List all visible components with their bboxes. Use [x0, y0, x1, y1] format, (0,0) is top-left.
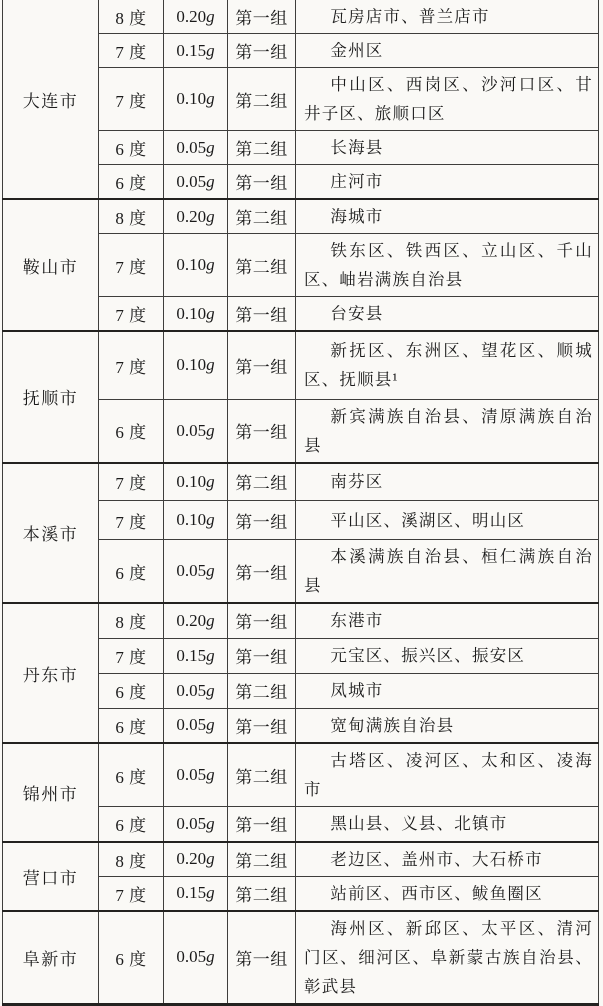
districts-cell: [296, 540, 599, 604]
districts-text: 凤城市: [330, 681, 384, 700]
districts-text: 海州区、新邱区、太平区、清河门区、细河区、阜新蒙古族自治县、彰武县: [304, 918, 593, 996]
acceleration-value: 0.10: [176, 303, 207, 323]
acceleration-value: 0.10: [176, 355, 207, 375]
design-group-cell: 第二组: [228, 68, 296, 131]
acceleration-unit: g: [206, 813, 215, 833]
design-group-cell: 第二组: [228, 199, 296, 234]
acceleration-value: 0.10: [176, 471, 207, 491]
intensity-degree-cell: 6 度: [99, 743, 164, 807]
acceleration-value: 0.20: [176, 610, 207, 630]
city-cell: 本溪市: [3, 463, 99, 604]
acceleration-unit: g: [206, 137, 215, 157]
acceleration-value: 0.20: [176, 849, 207, 868]
design-group-cell: 第一组: [228, 0, 296, 34]
intensity-degree-cell: 8 度: [99, 603, 164, 638]
acceleration-unit: g: [206, 171, 215, 191]
acceleration-value: 0.05: [176, 171, 207, 191]
districts-cell: [296, 34, 599, 68]
districts-cell: [296, 673, 599, 708]
design-group-cell: 第一组: [228, 331, 296, 399]
acceleration-unit: g: [206, 6, 215, 26]
districts-text: 铁东区、铁西区、立山区、千山区、岫岩满族自治县: [304, 241, 593, 289]
city-cell: 抚顺市: [3, 331, 99, 463]
acceleration-unit: g: [206, 715, 215, 735]
acceleration-cell: [164, 463, 228, 501]
acceleration-cell: [164, 876, 228, 911]
table-row: [3, 842, 599, 877]
acceleration-cell: [164, 842, 228, 877]
acceleration-unit: g: [206, 255, 215, 274]
districts-cell: [296, 603, 599, 638]
city-cell: 营口市: [3, 842, 99, 911]
intensity-degree-cell: 7 度: [99, 234, 164, 297]
design-group-cell: 第二组: [228, 743, 296, 807]
districts-cell: [296, 0, 599, 34]
acceleration-cell: [164, 399, 228, 463]
acceleration-unit: g: [206, 303, 215, 323]
intensity-degree-cell: 6 度: [99, 165, 164, 200]
districts-text: 老边区、盖州市、大石桥市: [330, 849, 543, 869]
districts-text: 本溪满族自治县、桓仁满族自治县: [304, 547, 593, 595]
acceleration-cell: [164, 34, 228, 68]
acceleration-cell: [164, 603, 228, 638]
acceleration-unit: g: [206, 849, 215, 868]
table-row: [3, 603, 599, 638]
design-group-cell: 第一组: [228, 297, 296, 332]
design-group-cell: 第一组: [228, 708, 296, 743]
intensity-degree-cell: 6 度: [99, 807, 164, 842]
acceleration-cell: [164, 234, 228, 297]
acceleration-value: 0.05: [176, 680, 207, 700]
districts-cell: [296, 331, 599, 399]
design-group-cell: 第一组: [228, 638, 296, 673]
acceleration-value: 0.20: [176, 206, 207, 226]
districts-text: 中山区、西岗区、沙河口区、甘井子区、旅顺口区: [304, 75, 593, 123]
districts-text: 南芬区: [330, 472, 384, 492]
acceleration-cell: [164, 68, 228, 131]
intensity-degree-cell: 6 度: [99, 399, 164, 463]
design-group-cell: 第二组: [228, 234, 296, 297]
acceleration-cell: [164, 911, 228, 1005]
design-group-cell: 第一组: [228, 603, 296, 638]
acceleration-unit: g: [206, 355, 215, 375]
intensity-degree-cell: 8 度: [99, 0, 164, 34]
districts-text: 宽甸满族自治县: [330, 715, 455, 735]
acceleration-value: 0.05: [176, 715, 207, 735]
districts-text: 瓦房店市、普兰店市: [330, 7, 490, 26]
acceleration-unit: g: [206, 561, 215, 580]
acceleration-unit: g: [206, 206, 215, 226]
acceleration-cell: [164, 807, 228, 842]
intensity-degree-cell: 6 度: [99, 708, 164, 743]
acceleration-unit: g: [206, 765, 215, 784]
districts-cell: [296, 199, 599, 234]
acceleration-cell: [164, 0, 228, 34]
districts-cell: [296, 501, 599, 540]
table-row: [3, 199, 599, 234]
intensity-degree-cell: 7 度: [99, 68, 164, 131]
table-row: [3, 911, 599, 1005]
districts-text: 海城市: [330, 207, 384, 226]
acceleration-cell: [164, 165, 228, 200]
intensity-degree-cell: 8 度: [99, 842, 164, 877]
acceleration-value: 0.05: [176, 947, 207, 966]
acceleration-unit: g: [206, 610, 215, 630]
intensity-degree-cell: 7 度: [99, 876, 164, 911]
acceleration-unit: g: [206, 510, 215, 529]
districts-text: 金州区: [330, 41, 384, 60]
design-group-cell: 第一组: [228, 911, 296, 1005]
acceleration-unit: g: [206, 947, 215, 966]
districts-cell: [296, 911, 599, 1005]
city-cell: 丹东市: [3, 603, 99, 743]
acceleration-value: 0.10: [176, 89, 207, 108]
table-body: [3, 0, 599, 1004]
districts-cell: [296, 638, 599, 673]
acceleration-value: 0.05: [176, 561, 207, 580]
acceleration-unit: g: [206, 420, 215, 440]
districts-cell: [296, 234, 599, 297]
seismic-intensity-table: [2, 0, 599, 1006]
city-cell: 锦州市: [3, 743, 99, 842]
design-group-cell: 第一组: [228, 399, 296, 463]
districts-text: 长海县: [330, 138, 384, 157]
acceleration-value: 0.20: [176, 6, 207, 26]
acceleration-cell: [164, 673, 228, 708]
acceleration-cell: [164, 331, 228, 399]
intensity-degree-cell: 7 度: [99, 331, 164, 399]
intensity-degree-cell: 6 度: [99, 673, 164, 708]
districts-text: 新宾满族自治县、清原满族自治县: [304, 406, 593, 455]
districts-cell: [296, 463, 599, 501]
city-cell: 阜新市: [3, 911, 99, 1005]
acceleration-unit: g: [206, 883, 215, 902]
acceleration-cell: [164, 501, 228, 540]
intensity-degree-cell: 6 度: [99, 131, 164, 165]
districts-text: 黑山县、义县、北镇市: [330, 814, 508, 834]
acceleration-value: 0.15: [176, 645, 207, 665]
design-group-cell: 第一组: [228, 34, 296, 68]
acceleration-unit: g: [206, 471, 215, 491]
acceleration-value: 0.05: [176, 137, 207, 157]
design-group-cell: 第一组: [228, 165, 296, 200]
city-cell: 鞍山市: [3, 199, 99, 331]
city-cell: 大连市: [3, 0, 99, 199]
acceleration-unit: g: [206, 40, 215, 60]
acceleration-cell: [164, 638, 228, 673]
districts-cell: [296, 708, 599, 743]
design-group-cell: 第一组: [228, 501, 296, 540]
design-group-cell: 第二组: [228, 463, 296, 501]
intensity-degree-cell: 8 度: [99, 199, 164, 234]
table-row: [3, 0, 599, 34]
intensity-degree-cell: 6 度: [99, 540, 164, 604]
intensity-degree-cell: 6 度: [99, 911, 164, 1005]
intensity-degree-cell: 7 度: [99, 501, 164, 540]
acceleration-unit: g: [206, 645, 215, 665]
intensity-degree-cell: 7 度: [99, 463, 164, 501]
districts-cell: [296, 842, 599, 877]
intensity-degree-cell: 7 度: [99, 34, 164, 68]
districts-cell: [296, 297, 599, 332]
acceleration-value: 0.10: [176, 510, 207, 529]
districts-cell: [296, 131, 599, 165]
acceleration-cell: [164, 199, 228, 234]
design-group-cell: 第一组: [228, 540, 296, 604]
districts-text: 元宝区、振兴区、振安区: [330, 646, 526, 665]
intensity-degree-cell: 7 度: [99, 297, 164, 332]
districts-cell: [296, 743, 599, 807]
acceleration-cell: [164, 131, 228, 165]
acceleration-cell: [164, 743, 228, 807]
districts-cell: [296, 165, 599, 200]
acceleration-unit: g: [206, 680, 215, 700]
acceleration-value: 0.05: [176, 765, 207, 784]
districts-text: 台安县: [330, 304, 384, 323]
districts-text: 平山区、溪湖区、明山区: [330, 510, 526, 530]
acceleration-value: 0.10: [176, 255, 207, 274]
acceleration-value: 0.05: [176, 813, 207, 833]
districts-text: 东港市: [330, 611, 384, 631]
districts-text: 庄河市: [330, 172, 384, 191]
intensity-degree-cell: 7 度: [99, 638, 164, 673]
design-group-cell: 第二组: [228, 876, 296, 911]
acceleration-cell: [164, 708, 228, 743]
acceleration-value: 0.15: [176, 40, 207, 60]
districts-cell: [296, 876, 599, 911]
districts-cell: [296, 807, 599, 842]
districts-text: 新抚区、东洲区、望花区、顺城区、抚顺县¹: [304, 341, 593, 390]
table-row: [3, 463, 599, 501]
districts-cell: [296, 399, 599, 463]
acceleration-value: 0.15: [176, 883, 207, 902]
design-group-cell: 第一组: [228, 807, 296, 842]
acceleration-unit: g: [206, 89, 215, 108]
design-group-cell: 第二组: [228, 131, 296, 165]
districts-text: 站前区、西市区、鲅鱼圈区: [330, 883, 543, 903]
table-row: [3, 743, 599, 807]
districts-text: 古塔区、凌河区、太和区、凌海市: [304, 751, 593, 799]
acceleration-cell: [164, 297, 228, 332]
design-group-cell: 第二组: [228, 842, 296, 877]
districts-cell: [296, 68, 599, 131]
acceleration-cell: [164, 540, 228, 604]
acceleration-value: 0.05: [176, 420, 207, 440]
table-row: [3, 331, 599, 399]
design-group-cell: 第二组: [228, 673, 296, 708]
